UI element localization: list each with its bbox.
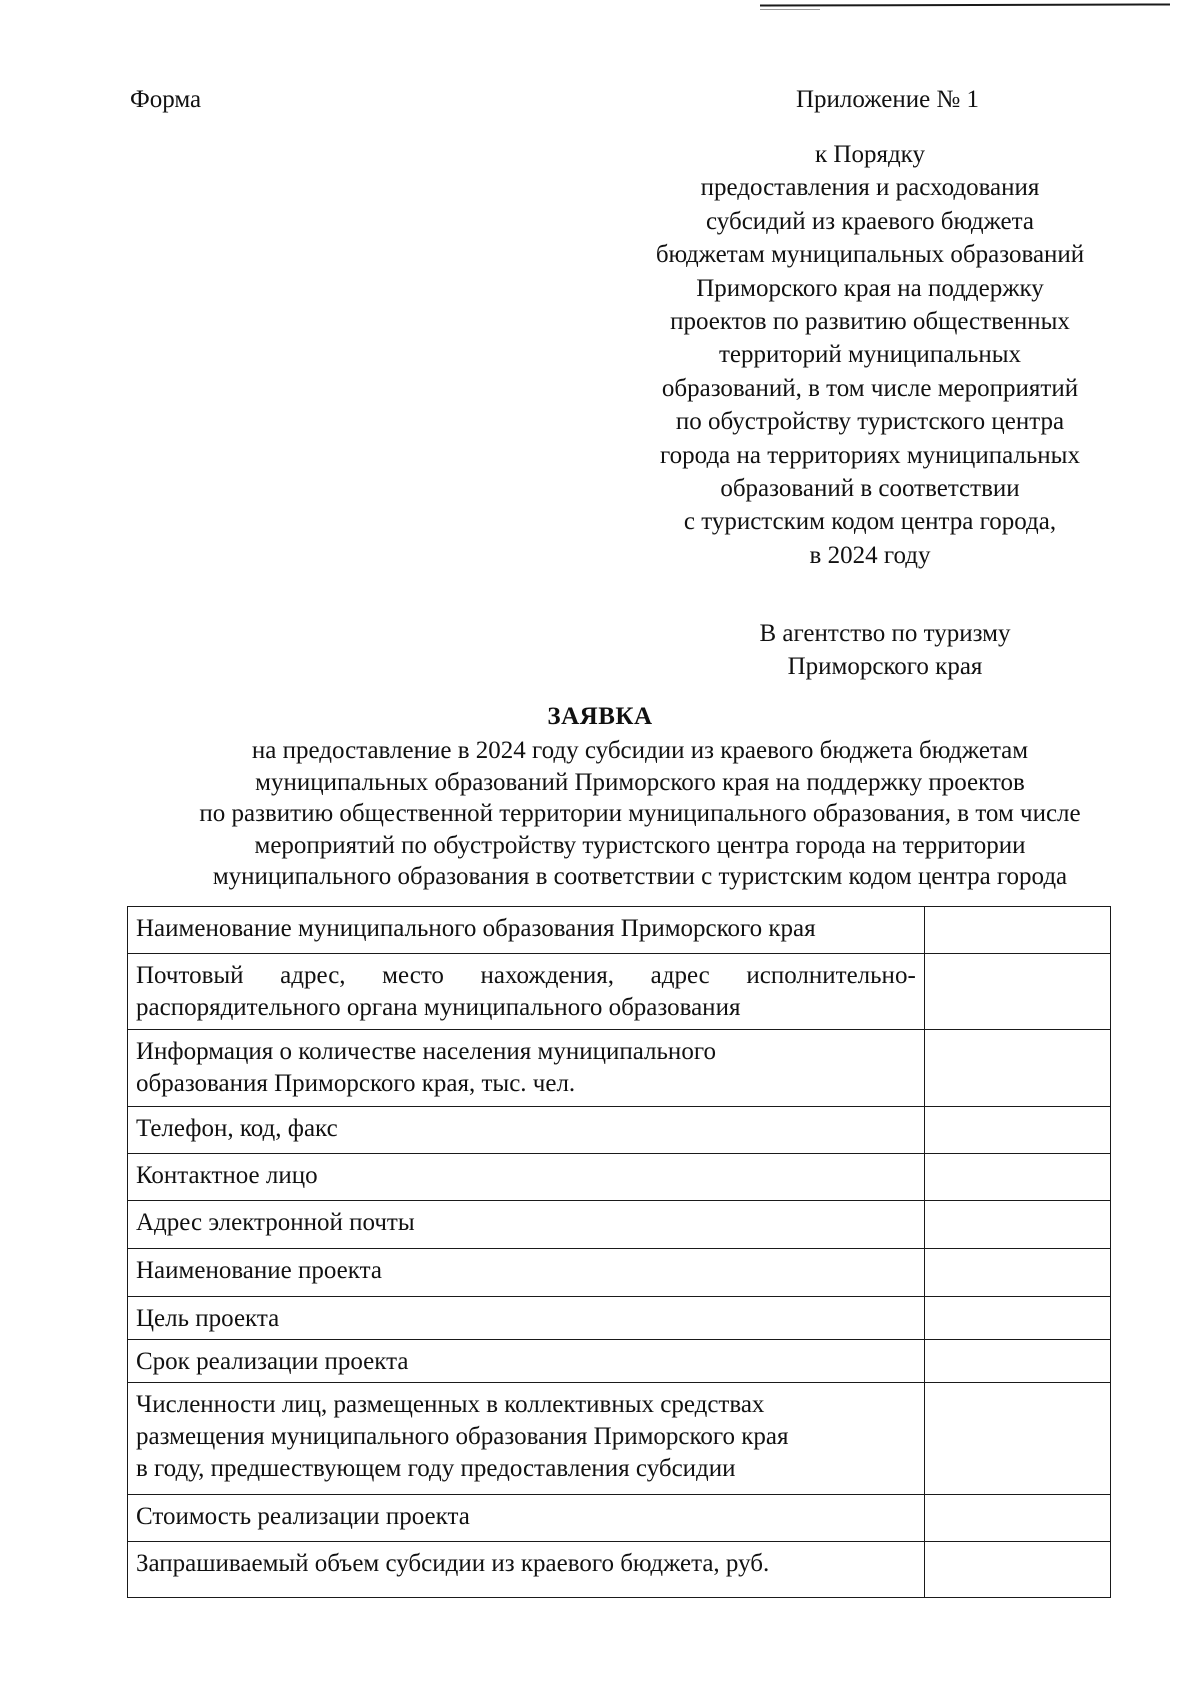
table-row [128, 1107, 1111, 1154]
row-label-text: Информация о количестве населения муниципального [136, 1038, 716, 1065]
application-subtitle [100, 735, 1180, 893]
row-value-field[interactable] [924, 1542, 1110, 1598]
application-form-table [127, 906, 1111, 1598]
row-label [128, 1030, 925, 1107]
subtitle-line: мероприятий по обустройству туристского центра города на территории [254, 831, 1026, 859]
row-label-text: Наименование проекта [136, 1257, 382, 1284]
subtitle-line: муниципальных образований Приморского края на поддержку проектов [255, 768, 1025, 796]
appendix-line: образований в соответствии [720, 475, 1020, 503]
appendix-line: субсидий из краевого бюджета [706, 207, 1034, 235]
row-value-field[interactable] [924, 907, 1110, 954]
addressee-line: Приморского края [787, 652, 983, 680]
row-value-field[interactable] [924, 1383, 1110, 1495]
addressee-block [700, 618, 1070, 683]
subtitle-line: муниципального образования в соответствии с туристским кодом центра города [212, 863, 1068, 891]
row-label [128, 907, 925, 954]
row-label-text: образования Приморского края, тыс. чел. [136, 1070, 576, 1097]
row-value-field[interactable] [924, 1297, 1110, 1340]
appendix-reference [600, 138, 1140, 572]
appendix-line: Приморского края на поддержку [696, 274, 1044, 302]
table-row [128, 907, 1111, 954]
row-value-field[interactable] [924, 1154, 1110, 1201]
table-row [128, 1542, 1111, 1598]
subtitle-line: на предоставление в 2024 году субсидии из краевого бюджета бюджетам [251, 737, 1029, 764]
row-label [128, 1542, 925, 1598]
appendix-line: в 2024 году [809, 541, 931, 569]
row-value-field[interactable] [924, 954, 1110, 1030]
row-label-text: Цель проекта [136, 1305, 280, 1332]
application-title: ЗАЯВКА [547, 703, 653, 730]
row-label-text: Контактное лицо [136, 1162, 318, 1189]
table-row [128, 1495, 1111, 1542]
row-label-text: Численности лиц, размещенных в коллективных средствах [136, 1391, 765, 1418]
row-label-text: Запрашиваемый объем субсидии из краевого бюджета, руб. [136, 1550, 770, 1577]
row-label-text: размещения муниципального образования Приморского края [136, 1423, 789, 1450]
table-row [128, 1201, 1111, 1249]
row-label-text: Телефон, код, факс [136, 1115, 338, 1142]
row-label [128, 1495, 925, 1542]
row-value-field[interactable] [924, 1249, 1110, 1297]
row-label-text: Адрес электронной почты [136, 1209, 415, 1236]
row-label [128, 1340, 925, 1383]
table-row [128, 1030, 1111, 1107]
row-label [128, 1297, 925, 1340]
appendix-line: к Порядку [815, 141, 925, 168]
row-value-field[interactable] [924, 1030, 1110, 1107]
row-label [128, 1383, 925, 1495]
appendix-line: города на территориях муниципальных [660, 441, 1080, 469]
appendix-line: территорий муниципальных [718, 341, 1022, 369]
row-label-text: Стоимость реализации проекта [136, 1503, 470, 1530]
row-label [128, 1201, 925, 1249]
appendix-line: предоставления и расходования [700, 174, 1040, 202]
appendix-line: по обустройству туристского центра [675, 408, 1065, 436]
row-value-field[interactable] [924, 1107, 1110, 1154]
row-label [128, 1154, 925, 1201]
table-row [128, 1383, 1111, 1495]
form-label: Форма [130, 86, 202, 113]
scan-artifact-line-faint [760, 9, 820, 10]
row-value-field[interactable] [924, 1495, 1110, 1542]
appendix-line: образований, в том числе мероприятий [661, 374, 1079, 402]
table-row [128, 1340, 1111, 1383]
appendix-line: проектов по развитию общественных [670, 308, 1070, 336]
row-label [128, 1249, 925, 1297]
row-label [128, 1107, 925, 1154]
appendix-number: Приложение № 1 [796, 86, 980, 113]
row-label-text: в году, предшествующем году предоставления субсидии [136, 1455, 736, 1482]
row-value-field[interactable] [924, 1201, 1110, 1249]
scan-artifact-line [760, 3, 1170, 6]
row-value-field[interactable] [924, 1340, 1110, 1383]
appendix-line: бюджетам муниципальных образований [655, 241, 1085, 269]
addressee-line: В агентство по туризму [759, 620, 1011, 647]
table-row [128, 1249, 1111, 1297]
appendix-line: с туристским кодом центра города, [683, 508, 1057, 536]
row-label-text: Почтовый адрес, место нахождения, адрес исполнительно-распорядительного органа муниципального образования [136, 962, 916, 1021]
table-row [128, 1154, 1111, 1201]
table-row [128, 954, 1111, 1030]
row-label [128, 954, 925, 1030]
table-row [128, 1297, 1111, 1340]
row-label-text: Наименование муниципального образования Приморского края [136, 915, 816, 942]
subtitle-line: по развитию общественной территории муниципального образования, в том числе [199, 800, 1081, 828]
row-label-text: Срок реализации проекта [136, 1348, 409, 1375]
